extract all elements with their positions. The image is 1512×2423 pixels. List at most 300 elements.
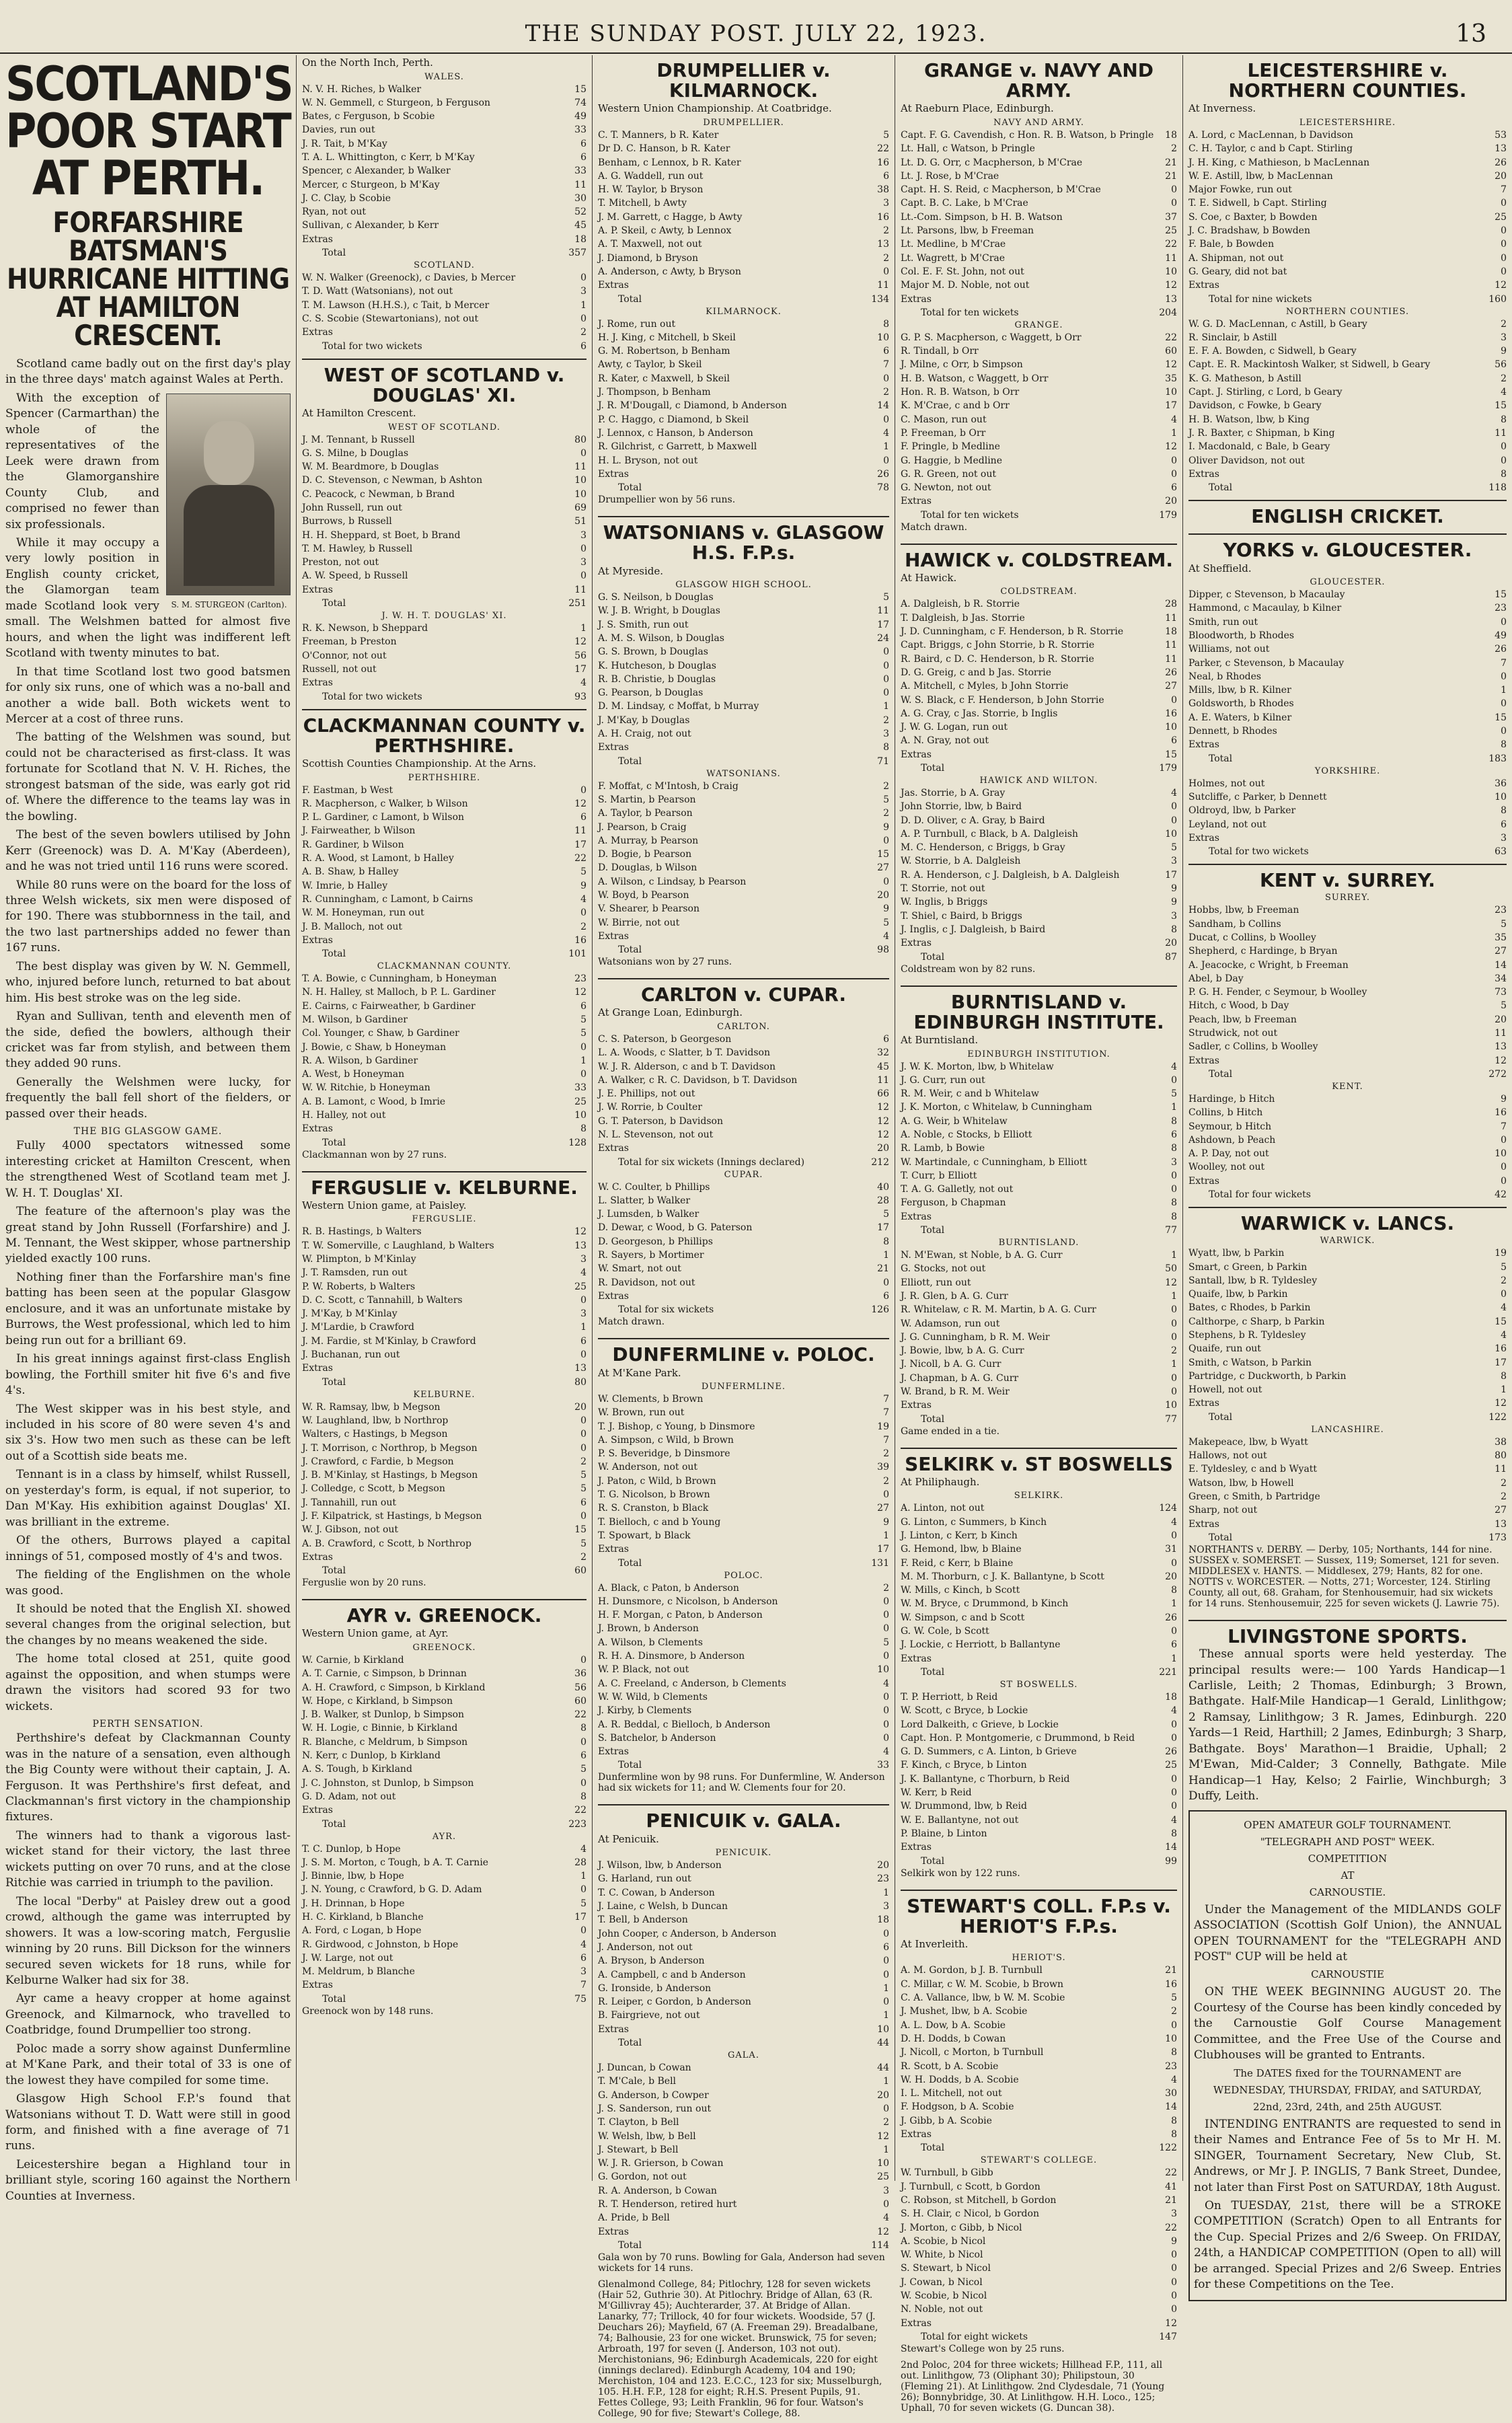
batsman-entry: A. M. S. Wilson, b Douglas [598, 632, 724, 644]
batting-line [1188, 697, 1507, 710]
batting-line [1188, 1160, 1507, 1174]
batsman-entry: W. Boyd, b Pearson [598, 890, 689, 901]
innings-total [302, 1819, 587, 1830]
runs-scored: 5 [883, 1637, 889, 1648]
batting-line [302, 893, 587, 906]
batsman-entry: A. Walker, c R. C. Davidson, b T. Davidson [598, 1074, 798, 1086]
total-label: Total [322, 598, 346, 609]
batsman-entry: J. H. Drinnan, b Hope [302, 1898, 405, 1909]
batting-line [901, 1169, 1177, 1183]
article-paragraph: The feature of the afternoon's play was the great stand by John Russell (Forfarshire) and J. M. Tennant, the West skipper, whose partnership yielded exactly 100 runs. [5, 1205, 291, 1266]
batting-line [901, 1638, 1177, 1651]
batsman-entry: K. G. Matheson, b Astill [1188, 373, 1301, 384]
article-paragraph: While 80 runs were on the board for the loss of three Welsh wickets, six men were disposed of for 190. There was stubbornness in the tail, and the two last partnerships added no fewer than 167 runs. [5, 878, 291, 955]
runs-scored: 15 [1495, 712, 1507, 723]
batting-line [901, 1276, 1177, 1290]
scorecard [598, 318, 889, 482]
article-paragraph: Scotland came badly out on the first day's play in the three days' match against Wales at Perth. [5, 357, 291, 387]
batsman-entry: N. Kerr, c Dunlop, b Kirkland [302, 1750, 441, 1762]
batting-line [302, 515, 587, 528]
batting-line [1188, 804, 1507, 817]
runs-scored: 18 [1165, 626, 1177, 638]
batting-line [901, 494, 1177, 508]
total-label: Total for six wickets [618, 1304, 714, 1316]
batting-line [302, 1081, 587, 1094]
batting-line [598, 645, 889, 659]
scorecard [901, 1964, 1177, 2141]
batsman-entry: Extras [1188, 1398, 1219, 1409]
runs-scored: 4 [883, 427, 889, 439]
batsman-entry: W. Carnie, b Kirkland [302, 1654, 404, 1666]
batsman-entry: R. A. Wood, st Lamont, b Halley [302, 853, 454, 864]
batting-line [302, 164, 587, 178]
runs-scored: 0 [580, 1511, 587, 1522]
batsman-entry: T. Curr, b Elliott [901, 1170, 977, 1181]
batsman-entry: Extras [901, 1400, 932, 1411]
ad-line: AT [1340, 1869, 1355, 1881]
batting-line [901, 278, 1177, 292]
batsman-entry: F. Bale, b Bowden [1188, 239, 1275, 250]
match-heading: HAWICK v. COLDSTREAM. [901, 544, 1177, 570]
batting-line [598, 1142, 889, 1155]
scorecard [302, 433, 587, 597]
runs-scored: 15 [1495, 1316, 1507, 1327]
runs-scored: 16 [877, 211, 889, 223]
batting-line [901, 1542, 1177, 1556]
golf-advertisement [1188, 1810, 1507, 2301]
batting-line [901, 252, 1177, 265]
batsman-entry: H. B. Watson, c Waggett, b Orr [901, 373, 1049, 384]
runs-scored: 15 [574, 83, 587, 95]
batsman-entry: R. Leiper, c Gordon, b Anderson [598, 1997, 751, 2008]
scorecard [901, 1060, 1177, 1224]
runs-scored: 20 [877, 1860, 889, 1871]
batting-line [901, 653, 1177, 666]
article-paragraph: Fully 4000 spectators witnessed some interesting cricket at Hamilton Crescent, when the strengthened West of Scotland team met J. W. H. T. Douglas' XI. [5, 1139, 291, 1200]
batsman-entry: J. N. Young, c Crawford, b G. D. Adam [302, 1884, 482, 1896]
batsman-entry: Smart, c Green, b Parkin [1188, 1261, 1308, 1273]
other-results: NORTHANTS v. DERBY. — Derby, 105; Northants, 144 for nine. SUSSEX v. SOMERSET. — Sussex, 119; Somerset, 121 for seven. MIDDLESEX v. HANTS. — Middlesex, 279; Hants, 82 for one. NOTTS v. WORCESTER. — Notts, 271; Worcester, 124. Stirling County, all out, 68. Graham, for Stenhousemuir, had six wickets for 14 runs. Stenhousemuir, 225 for seven wickets (J. Lawrie 75). [1188, 1544, 1500, 1609]
scorecard [598, 1581, 889, 1759]
runs-scored: 23 [1495, 905, 1507, 916]
batting-line [901, 481, 1177, 494]
batting-line [302, 879, 587, 893]
article-paragraph: Nothing finer than the Forfarshire man's fine batting has been seen at the popular Glasgow enclosure, and it was an unfortunate mistake by Burrows, the West professional, which led to him being run out for a brilliant 69. [5, 1270, 291, 1347]
batsman-entry: A. Mitchell, c Myles, b John Storrie [901, 681, 1069, 692]
batsman-entry: Santall, lbw, b R. Tyldesley [1188, 1275, 1318, 1286]
scorecard [302, 83, 587, 247]
batsman-entry: P. C. Haggo, c Diamond, b Skeil [598, 414, 749, 425]
batsman-entry: J. C. Clay, b Scobie [302, 192, 391, 204]
total-runs: 98 [877, 944, 889, 956]
runs-scored: 0 [883, 660, 889, 671]
runs-scored: 13 [1165, 293, 1177, 305]
batting-line [901, 1399, 1177, 1412]
batsman-entry: A. G. Weir, b Whitelaw [901, 1115, 1008, 1127]
article-paragraph: In that time Scotland lost two good batsmen for only six runs, one of which was a no-ball and another a wide ball. Both wickets went to Mercer at a cost of three runs. [5, 665, 291, 726]
runs-scored: 8 [1171, 1197, 1177, 1209]
batting-line [1188, 642, 1507, 656]
batting-line [302, 985, 587, 999]
runs-scored: 38 [1495, 1436, 1507, 1448]
scorecard [1188, 777, 1507, 845]
match-result: Gala won by 70 runs. Bowling for Gala, Anderson had seven wickets for 14 runs. [598, 2251, 885, 2274]
batting-line [302, 1068, 587, 1081]
total-label: Total for two wickets [322, 691, 422, 702]
team-name: CUPAR. [724, 1169, 763, 1180]
total-runs: 75 [574, 1993, 587, 2005]
batting-line [598, 807, 889, 820]
batting-line [1188, 1370, 1507, 1383]
scorecard [598, 1859, 889, 2036]
batting-line [901, 2005, 1177, 2018]
batting-line [1188, 657, 1507, 670]
batting-line [1188, 831, 1507, 845]
runs-scored: 0 [1501, 266, 1507, 277]
batting-line [1188, 252, 1507, 265]
batting-line [302, 663, 587, 676]
batsman-entry: Dennett, b Rhodes [1188, 726, 1277, 737]
batsman-entry: Extras [302, 1363, 333, 1374]
runs-scored: 25 [1165, 225, 1177, 237]
total-runs: 44 [877, 2038, 889, 2049]
batting-line [1188, 1477, 1507, 1490]
batsman-entry: J. M. Fardie, st M'Kinlay, b Crawford [302, 1335, 476, 1347]
batting-line [598, 1475, 889, 1488]
batsman-entry: H. L. Bryson, not out [598, 455, 698, 466]
team-name: GRANGE. [1014, 320, 1063, 330]
batsman-entry: A. Campbell, c and b Anderson [598, 1969, 746, 1980]
runs-scored: 6 [580, 138, 587, 149]
total-label: Total [921, 951, 945, 963]
runs-scored: 0 [883, 673, 889, 685]
batsman-entry: C. Robson, st Mitchell, b Gordon [901, 2194, 1057, 2206]
match-heading: SELKIRK v. ST BOSWELLS [901, 1448, 1177, 1475]
batsman-entry: W. G. D. MacLennan, c Astill, b Geary [1188, 318, 1367, 330]
batting-line [901, 1964, 1177, 1977]
runs-scored: 0 [1171, 1773, 1177, 1785]
batting-line [901, 2046, 1177, 2059]
runs-scored: 0 [1501, 252, 1507, 264]
batting-line [598, 1968, 889, 1982]
innings-total [302, 341, 587, 352]
batting-line [302, 824, 587, 837]
total-runs: 179 [1159, 509, 1177, 521]
batsman-entry: A. L. Dow, b A. Scobie [901, 2019, 1006, 2031]
runs-scored: 1 [1501, 1384, 1507, 1396]
batsman-entry: F. Moffat, c M'Intosh, b Craig [598, 780, 739, 792]
total-runs: 99 [1165, 1855, 1177, 1867]
batsman-entry: Elliott, run out [901, 1277, 971, 1288]
innings-total [302, 948, 587, 959]
batting-line [302, 934, 587, 947]
runs-scored: 6 [580, 1000, 587, 1012]
batting-line [1188, 683, 1507, 697]
batting-line [1188, 985, 1507, 999]
batsman-entry: Mercer, c Sturgeon, b M'Kay [302, 179, 440, 190]
runs-scored: 20 [574, 1401, 587, 1413]
batsman-entry: H. B. Watson, lbw, b King [1188, 414, 1310, 425]
batting-line [901, 2248, 1177, 2262]
batsman-entry: Capt. Briggs, c John Storrie, b R. Storrie [901, 640, 1095, 651]
runs-scored: 5 [580, 1764, 587, 1775]
batting-line [1188, 1092, 1507, 1106]
batting-line [302, 1965, 587, 1978]
batting-line [1188, 918, 1507, 931]
runs-scored: 2 [883, 2117, 889, 2128]
batting-line [302, 1239, 587, 1253]
batsman-entry: A. Taylor, b Pearson [598, 808, 693, 819]
batting-line [901, 183, 1177, 196]
runs-scored: 6 [1171, 482, 1177, 494]
batting-line [302, 1736, 587, 1749]
runs-scored: 16 [1165, 1978, 1177, 1990]
runs-scored: 12 [877, 1115, 889, 1127]
total-label: Total [322, 1376, 346, 1388]
runs-scored: 0 [580, 1415, 587, 1426]
batting-line [598, 1731, 889, 1745]
batsman-entry: A. H. Craig, not out [598, 729, 691, 740]
batsman-entry: Extras [901, 1211, 932, 1222]
runs-scored: 10 [1495, 791, 1507, 803]
match-result: Dunfermline won by 98 runs. For Dunfermline, W. Anderson had six wickets for 11; and W. Clements four for 20. [598, 1772, 885, 1794]
batting-line [302, 1041, 587, 1054]
batting-line [1188, 601, 1507, 615]
batting-line [598, 889, 889, 902]
runs-scored: 6 [580, 1750, 587, 1762]
runs-scored: 3 [1501, 832, 1507, 844]
batsman-entry: W. Plimpton, b M'Kinlay [302, 1253, 416, 1265]
match-heading: DRUMPELLIER v. KILMARNOCK. [656, 59, 831, 102]
runs-scored: 0 [1171, 184, 1177, 196]
batsman-entry: Extras [1188, 468, 1219, 480]
runs-scored: 1 [883, 1250, 889, 1261]
batting-line [1188, 1315, 1507, 1329]
batting-line [598, 1595, 889, 1608]
batting-line [901, 1597, 1177, 1610]
batsman-entry: H. Dunsmore, c Nicolson, b Anderson [598, 1596, 778, 1607]
runs-scored: 22 [1165, 2222, 1177, 2233]
runs-scored: 12 [574, 1226, 587, 1238]
batsman-entry: Lt. Parsons, lbw, b Freeman [901, 225, 1034, 237]
runs-scored: 13 [877, 239, 889, 250]
batting-line [901, 2087, 1177, 2100]
runs-scored: 5 [1501, 1261, 1507, 1273]
runs-scored: 0 [883, 835, 889, 846]
batsman-entry: W. Martindale, c Cunningham, b Elliott [901, 1156, 1088, 1168]
runs-scored: 21 [1165, 1965, 1177, 1976]
scorecard [901, 128, 1177, 306]
batting-line [302, 96, 587, 110]
batsman-entry: W. N. Gemmell, c Sturgeon, b Ferguson [302, 97, 491, 108]
match-venue: At Penicuik. [598, 1832, 659, 1845]
scorecard [1188, 588, 1507, 752]
total-label: Total [322, 948, 346, 960]
batsman-entry: Lt. J. Rose, b M'Crae [901, 170, 999, 182]
match-result: Match drawn. [598, 1316, 665, 1328]
runs-scored: 0 [580, 1654, 587, 1666]
runs-scored: 10 [1165, 722, 1177, 733]
batting-line [901, 1501, 1177, 1515]
batting-line [1188, 1342, 1507, 1355]
team-name: STEWART'S COLLEGE. [980, 2155, 1098, 2166]
batsman-entry: Extras [598, 742, 629, 753]
runs-scored: 1 [883, 701, 889, 712]
batsman-entry: H. F. Morgan, c Paton, b Anderson [598, 1610, 763, 1621]
batsman-entry: W. Scobie, b Nicol [901, 2290, 987, 2301]
batsman-entry: T. Shiel, c Baird, b Briggs [901, 910, 1022, 922]
batting-line [302, 1335, 587, 1348]
batting-line [901, 2235, 1177, 2248]
runs-scored: 0 [1171, 1184, 1177, 1195]
batting-line [302, 1468, 587, 1482]
batsman-entry: Extras [598, 468, 629, 480]
batsman-entry: Jas. Storrie, b A. Gray [901, 787, 1006, 798]
batsman-entry: W. Drummond, lbw, b Reid [901, 1801, 1027, 1812]
match-heading: LIVINGSTONE SPORTS. [1188, 1620, 1507, 1647]
batting-line [598, 156, 889, 170]
batting-line [901, 1115, 1177, 1128]
batting-line [1188, 385, 1507, 399]
batting-line [302, 784, 587, 797]
batting-line [302, 1910, 587, 1924]
innings-total [598, 482, 889, 493]
batsman-entry: R. Sinclair, b Astill [1188, 332, 1277, 343]
batting-line [598, 1207, 889, 1221]
total-runs: 179 [1159, 762, 1177, 774]
runs-scored: 36 [574, 1668, 587, 1680]
batting-line [901, 734, 1177, 747]
batsman-entry: P. W. Roberts, b Walters [302, 1281, 416, 1292]
runs-scored: 17 [1495, 1357, 1507, 1368]
batsman-entry: J. Mushet, lbw, b A. Scobie [901, 2006, 1028, 2017]
batsman-entry: C. S. Paterson, b Georgeson [598, 1033, 732, 1045]
runs-scored: 4 [1171, 1516, 1177, 1528]
runs-scored: 11 [1165, 640, 1177, 651]
batsman-entry: W. Anderson, not out [598, 1462, 698, 1473]
ad-line: WEDNESDAY, THURSDAY, FRIDAY, and SATURDAY, [1213, 2083, 1482, 2096]
batting-line [901, 1827, 1177, 1840]
runs-scored: 15 [1495, 400, 1507, 412]
runs-scored: 1 [1171, 1653, 1177, 1664]
batting-line [302, 1362, 587, 1375]
batting-line [1188, 629, 1507, 642]
batting-line [1188, 1175, 1507, 1188]
batsman-entry: W. J. R. Grierson, b Cowan [598, 2158, 724, 2169]
batsman-entry: Extras [302, 584, 333, 595]
team-name: YORKSHIRE. [1314, 766, 1381, 776]
batsman-entry: R. Gilchrist, c Garrett, b Maxwell [598, 441, 757, 453]
batting-line [302, 1653, 587, 1667]
batsman-entry: J. B. M'Kinlay, st Hastings, b Megson [302, 1470, 478, 1481]
batting-line [598, 834, 889, 848]
runs-scored: 18 [1165, 1691, 1177, 1703]
article-paragraph: Leicestershire began a Highland tour in brilliant style, scoring 160 against the Northern Counties at Inverness. [5, 2157, 291, 2203]
batsman-entry: Extras [1188, 1518, 1219, 1530]
batting-line [598, 727, 889, 741]
batsman-entry: W. Imrie, b Halley [302, 880, 388, 891]
batting-line [302, 1095, 587, 1109]
batsman-entry: T. Bielloch, c and b Young [598, 1516, 721, 1528]
runs-scored: 27 [1495, 1505, 1507, 1516]
runs-scored: 21 [877, 1263, 889, 1275]
batsman-entry: A. G. Cray, c Jas. Storrie, b Inglis [901, 708, 1058, 719]
runs-scored: 12 [1495, 1398, 1507, 1409]
batting-line [901, 1773, 1177, 1786]
total-runs: 251 [568, 598, 587, 609]
runs-scored: 6 [883, 1033, 889, 1045]
total-runs: 78 [877, 482, 889, 494]
runs-scored: 0 [580, 570, 587, 582]
batsman-entry: J. Fairweather, b Wilson [302, 825, 416, 837]
batsman-entry: Hobbs, lbw, b Freeman [1188, 905, 1299, 916]
batsman-entry: A. Lord, c MacLennan, b Davidson [1188, 129, 1353, 141]
batting-line [302, 1442, 587, 1455]
runs-scored: 0 [580, 447, 587, 459]
batting-line [901, 1303, 1177, 1316]
batsman-entry: A. B. Crawford, c Scott, b Northrop [302, 1538, 471, 1549]
batting-line [302, 1414, 587, 1427]
batting-line [901, 1611, 1177, 1625]
batsman-entry: G. M. Robertson, b Benham [598, 346, 730, 357]
ad-line: COMPETITION [1308, 1852, 1388, 1865]
match-venue: At Raeburn Place, Edinburgh. [901, 102, 1054, 115]
batsman-entry: Extras [302, 677, 333, 689]
runs-scored: 13 [1495, 1041, 1507, 1053]
batsman-entry: W. P. Black, not out [598, 1664, 689, 1676]
runs-scored: 50 [1165, 1263, 1177, 1275]
batting-line [901, 1385, 1177, 1399]
batsman-entry: J. T. Morrison, c Northrop, b Megson [302, 1442, 478, 1454]
batsman-entry: J. Inglis, c J. Dalgleish, b Baird [901, 924, 1046, 935]
batsman-entry: Capt. B. C. Lake, b M'Crae [901, 198, 1028, 209]
runs-scored: 0 [1171, 1719, 1177, 1730]
runs-scored: 2 [883, 252, 889, 264]
batting-line [1188, 724, 1507, 738]
runs-scored: 32 [877, 1047, 889, 1059]
runs-scored: 16 [574, 934, 587, 946]
batting-line [598, 741, 889, 754]
batting-line [598, 780, 889, 793]
batsman-entry: Extras [901, 496, 932, 507]
batsman-entry: H. W. Taylor, b Bryson [598, 184, 704, 196]
runs-scored: 0 [1171, 1732, 1177, 1744]
batting-line [302, 1482, 587, 1495]
batsman-entry: I. L. Mitchell, not out [901, 2088, 1002, 2099]
batting-line [901, 2221, 1177, 2235]
batting-line [598, 1501, 889, 1515]
total-label: Total [618, 482, 642, 494]
total-label: Total [618, 2038, 642, 2049]
batting-line [901, 1704, 1177, 1717]
team-name: BURNTISLAND. [998, 1238, 1080, 1248]
batsman-entry: Extras [901, 2317, 932, 2329]
batsman-entry: T. W. Somerville, c Laughland, b Walters [302, 1240, 494, 1251]
batting-line [598, 440, 889, 453]
runs-scored: 0 [580, 1736, 587, 1748]
batsman-entry: Strudwick, not out [1188, 1028, 1278, 1039]
batting-line [302, 178, 587, 192]
runs-scored: 4 [1501, 1330, 1507, 1341]
runs-scored: 10 [574, 1110, 587, 1121]
runs-scored: 4 [580, 1939, 587, 1950]
batting-line [1188, 1120, 1507, 1133]
batting-line [598, 1677, 889, 1690]
batting-line [1188, 1462, 1507, 1476]
runs-scored: 0 [1171, 468, 1177, 480]
batting-line [302, 622, 587, 635]
batting-line [302, 1320, 587, 1334]
